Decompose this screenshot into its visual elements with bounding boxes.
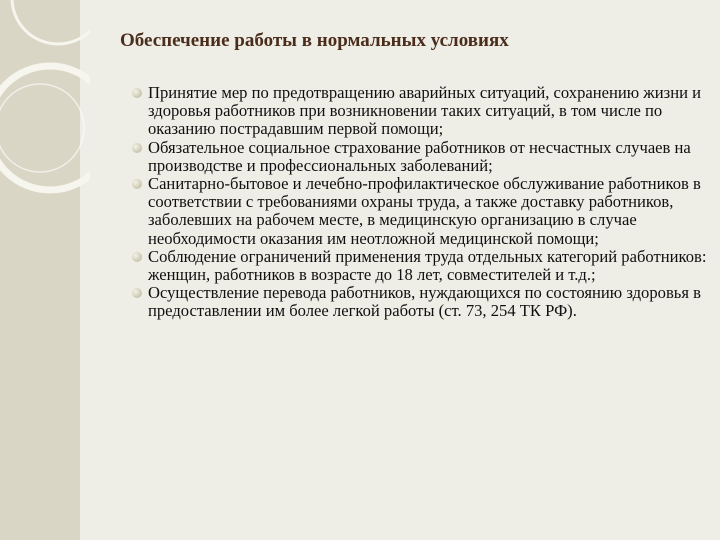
list-item [104,284,708,320]
list-item [104,84,708,139]
list-item-text: Принятие мер по предотвращению аварийных ситуаций, сохранению жизни и здоровья работников при возникновении таких ситуаций, в том числе по оказанию пострадавшим первой помощи; [148,83,701,139]
list-item-text: Обязательное социальное страхование работников от несчастных случаев на производстве и профессиональных заболеваний; [148,137,691,175]
list-item [104,175,708,248]
list-item [104,248,708,284]
list-item-text: Осуществление перевода работников, нуждающихся по состоянию здоровья в предоставлении им более легкой работы (ст. 73, 254 ТК РФ). [148,283,701,321]
side-band [0,0,80,540]
bullet-icon [132,143,142,153]
list-item-text: Санитарно-бытовое и лечебно-профилактическое обслуживание работников в соответствии с требованиями охраны труда, а также доставку работников, заболевших на рабочем месте, в медицинскую организацию в случае необходимости оказания им неотложной медицинской помощи; [148,174,701,248]
bullet-icon [132,288,142,298]
bullet-icon [132,179,142,189]
bullet-icon [132,88,142,98]
bullet-list [104,84,708,321]
list-item-text: Соблюдение ограничений применения труда отдельных категорий работников: женщин, работников в возрасте до 18 лет, совместителей и т.д.; [148,246,707,285]
slide-title: Обеспечение работы в нормальных условиях [120,30,509,51]
list-item [104,139,708,175]
bullet-icon [132,252,142,262]
